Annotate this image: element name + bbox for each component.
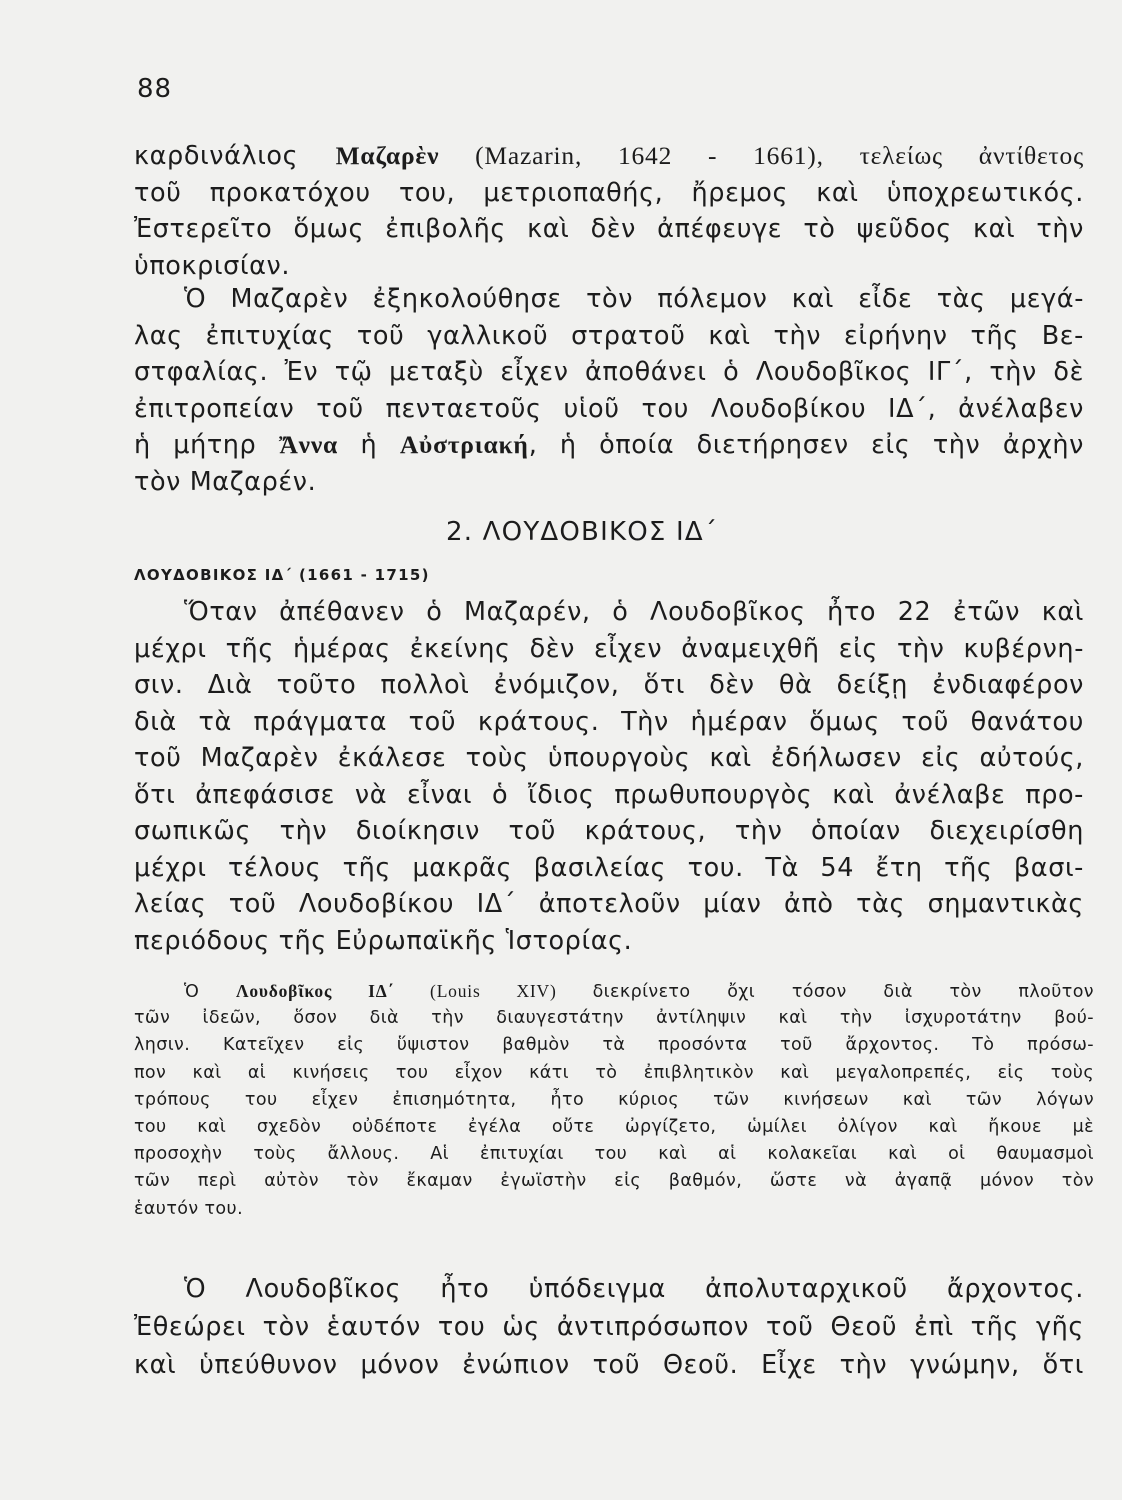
text-line: τῶν περὶ αὐτὸν τὸν ἔκαμαν ἐγωϊστὴν εἰς βαθμόν, ὥστε νὰ ἀγαπᾷ μόνον τὸν: [134, 1171, 1094, 1192]
text-line: Ἐθεώρει τὸν ἑαυτόν του ὡς ἀντιπρόσωπον τοῦ Θεοῦ ἐπὶ τῆς γῆς: [134, 1312, 1084, 1342]
text-line: [134, 138, 1084, 175]
paragraph-louis-rule: [134, 594, 1084, 959]
text-line: λησιν. Κατεῖχεν εἰς ὕψιστον βαθμὸν τὰ προσόντα τοῦ ἄρχοντος. Τὸ πρόσω-: [134, 1035, 1094, 1056]
text-line: λας ἐπιτυχίας τοῦ γαλλικοῦ στρατοῦ καὶ τὴν εἰρήνην τῆς Βε-: [134, 320, 1084, 351]
text-span: (Mazarin, 1642 - 1661), τελείως ἀντίθετος: [439, 141, 1084, 170]
text-span: ἡ: [338, 430, 400, 460]
text-span: (Louis XIV): [394, 981, 593, 1001]
text-span: , ἡ ὁποία διετήρησεν εἰς τὴν ἀρχὴν: [528, 430, 1084, 460]
text-line: λείας τοῦ Λουδοβίκου ΙΔ΄ ἀποτελοῦν μίαν ἀπὸ τὰς σημαντικὰς: [134, 889, 1084, 919]
text-line: σιν. Διὰ τοῦτο πολλοὶ ἐνόμιζον, ὅτι δὲν θὰ δείξῃ ἐνδιαφέρον: [134, 670, 1084, 700]
paragraph-mazarin-war: [134, 281, 1084, 500]
paragraph-absolutism: [134, 1270, 1084, 1384]
page-number: 88: [137, 74, 173, 104]
text-line: καὶ ὑπεύθυνον μόνον ἐνώπιον τοῦ Θεοῦ. Εἶχε τὴν γνώμην, ὅτι: [134, 1350, 1084, 1380]
text-line: προσοχὴν τοὺς ἄλλους. Αἱ ἐπιτυχίαι του καὶ αἱ κολακεῖαι καὶ οἱ θαυμασμοὶ: [134, 1144, 1094, 1165]
text-span: Ὁ: [184, 982, 236, 1002]
paragraph-louis-character: [134, 978, 1094, 1223]
text-line: Ὅταν ἀπέθανεν ὁ Μαζαρέν, ὁ Λουδοβῖκος ἦτο 22 ἐτῶν καὶ: [184, 597, 1084, 627]
name-mazarin-bold: Μαζαρὲν: [335, 141, 440, 170]
text-line: στφαλίας. Ἐν τῷ μεταξὺ εἶχεν ἀποθάνει ὁ Λουδοβῖκος ΙΓ΄, τὴν δὲ: [134, 357, 1084, 387]
section-subheading: ΛΟΥΔΟΒΙΚΟΣ ΙΔ΄ (1661 - 1715): [134, 566, 430, 584]
name-anna-bold: Ἄννα: [278, 430, 339, 459]
text-line: σωπικῶς τὴν διοίκησιν τοῦ κράτους, τὴν ὁποίαν διεχειρίσθη: [134, 816, 1084, 846]
name-austriaki-bold: Αὐστριακή: [399, 430, 529, 459]
text-line: [134, 427, 1084, 464]
text-span: ἡ μήτηρ: [134, 430, 279, 460]
text-line: ὅτι ἀπεφάσισε νὰ εἶναι ὁ ἴδιος πρωθυπουργὸς καὶ ἀνέλαβε προ-: [134, 779, 1084, 810]
text-line: ἐπιτροπείαν τοῦ πενταετοῦς υἱοῦ του Λουδοβίκου ΙΔ΄, ἀνέλαβεν: [134, 393, 1084, 424]
paragraph-mazarin-intro: [134, 138, 1084, 284]
text-line: μέχρι τῆς ἡμέρας ἐκείνης δὲν εἶχεν ἀναμειχθῆ εἰς τὴν κυβέρνη-: [134, 633, 1084, 664]
text-line: περιόδους τῆς Εὐρωπαϊκῆς Ἱστορίας.: [134, 925, 633, 956]
text-line: τοῦ προκατόχου του, μετριοπαθής, ἤρεμος καὶ ὑποχρεωτικός.: [134, 177, 1084, 208]
text-line: τρόπους του εἶχεν ἐπισημότητα, ἦτο κύριος τῶν κινήσεων καὶ τῶν λόγων: [134, 1089, 1094, 1110]
text-line: ὑποκρισίαν.: [134, 250, 291, 281]
text-line: ἑαυτόν του.: [134, 1198, 244, 1219]
text-span: διεκρίνετο ὄχι τόσον διὰ τὸν πλοῦτον: [592, 982, 1094, 1002]
name-louis-xiv-bold: Λουδοβῖκος ΙΔ΄: [235, 981, 395, 1001]
text-line: [134, 978, 1094, 1005]
text-line: τῶν ἰδεῶν, ὅσον διὰ τὴν διαυγεστάτην ἀντίληψιν καὶ τὴν ἰσχυροτάτην βού-: [134, 1008, 1094, 1029]
text-line: του καὶ σχεδὸν οὐδέποτε ἐγέλα οὔτε ὠργίζετο, ὡμίλει ὀλίγον καὶ ἤκουε μὲ: [134, 1116, 1094, 1137]
text-span: καρδινάλιος: [134, 141, 336, 171]
text-line: μέχρι τέλους τῆς μακρᾶς βασιλείας του. Τὰ 54 ἔτη τῆς βασι-: [134, 852, 1084, 883]
text-line: Ἐστερεῖτο ὅμως ἐπιβολῆς καὶ δὲν ἀπέφευγε τὸ ψεῦδος καὶ τὴν: [134, 214, 1084, 244]
text-line: πον καὶ αἱ κινήσεις του εἶχον κάτι τὸ ἐπιβλητικὸν καὶ μεγαλοπρεπές, εἰς τοὺς: [134, 1062, 1094, 1083]
text-line: τὸν Μαζαρέν.: [134, 466, 317, 497]
text-line: τοῦ Μαζαρὲν ἐκάλεσε τοὺς ὑπουργοὺς καὶ ἐδήλωσεν εἰς αὐτούς,: [134, 743, 1084, 773]
text-line: διὰ τὰ πράγματα τοῦ κράτους. Τὴν ἡμέραν ὅμως τοῦ θανάτου: [134, 706, 1084, 737]
text-line: Ὁ Μαζαρὲν ἐξηκολούθησε τὸν πόλεμον καὶ εἶδε τὰς μεγά-: [184, 284, 1084, 314]
text-line: Ὁ Λουδοβῖκος ἦτο ὑπόδειγμα ἀπολυταρχικοῦ ἄρχοντος.: [184, 1274, 1084, 1304]
section-heading: 2. ΛΟΥΔΟΒΙΚΟΣ ΙΔ΄: [446, 517, 719, 547]
